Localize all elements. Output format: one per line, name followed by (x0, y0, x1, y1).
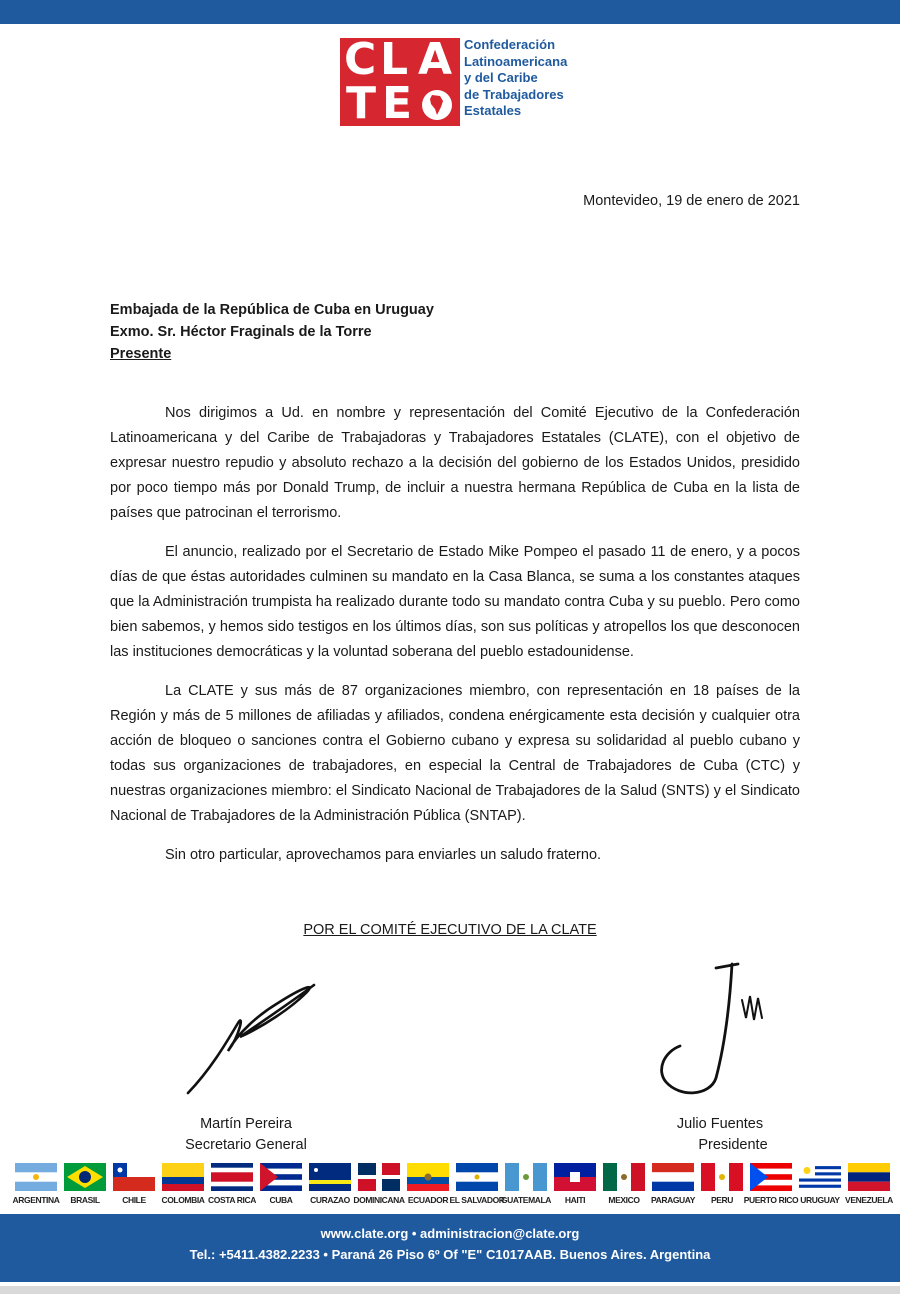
footer-contact: www.clate.org • administracion@clate.org (320, 1226, 580, 1241)
peru-flag (701, 1163, 743, 1191)
org-name-line: de Trabajadores (464, 86, 564, 102)
guatemala-flag (505, 1163, 547, 1191)
letter-date: Montevideo, 19 de enero de 2021 (583, 193, 800, 209)
globe-icon (420, 88, 454, 122)
cuba-flag (260, 1163, 302, 1191)
flag-label: CUBA (269, 1195, 293, 1205)
bottom-strip (0, 1286, 900, 1294)
mexico-flag (603, 1163, 645, 1191)
flag-label: BRASIL (70, 1195, 100, 1205)
footer-bar (0, 1214, 900, 1282)
venezuela-flag (848, 1163, 890, 1191)
puerto-rico-flag (750, 1163, 792, 1191)
uruguay-flag (799, 1163, 841, 1191)
flag-label: ARGENTINA (12, 1195, 60, 1205)
body-paragraph: Nos dirigimos a Ud. en nombre y representación del Comité Ejecutivo de la Confederación Latinoamericana y del Caribe de Trabajadoras y Trabajadores Estatales (CLATE), con el objetivo de expresar nuestro repudio y absoluto rechazo a la decisión del gobierno de los Estados Unidos, presidido por poco tiempo más por Donald Trump, de incluir a nuestra hermana República de Cuba en la lista de países que patrocinan el terrorismo. (110, 405, 800, 521)
recipient-line: Exmo. Sr. Héctor Fraginals de la Torre (110, 324, 372, 340)
recipient-line: Embajada de la República de Cuba en Uruguay (110, 302, 434, 318)
flag-label: COSTA RICA (208, 1195, 256, 1205)
org-name-line: Latinoamericana (464, 53, 568, 69)
logo-letter-e: E (382, 78, 413, 129)
curazao-flag (309, 1163, 351, 1191)
flag-label: PARAGUAY (650, 1195, 696, 1205)
flag-label: EL SALVADOR (449, 1195, 505, 1205)
flag-label: CHILE (122, 1195, 146, 1205)
flag-label: PERU (710, 1195, 734, 1205)
flag-label: MEXICO (608, 1195, 640, 1205)
flag-label: URUGUAY (800, 1195, 840, 1205)
org-name-line: Confederación (464, 37, 556, 52)
body-paragraph: Sin otro particular, aprovechamos para enviarles un saludo fraterno. (165, 847, 602, 863)
logo-letter-a: A (418, 34, 453, 85)
signer-role: Presidente (698, 1137, 768, 1153)
el-salvador-flag (456, 1163, 498, 1191)
flag-label: HAITI (564, 1195, 586, 1205)
signer-role: Secretario General (185, 1137, 307, 1153)
signer-fuentes (640, 1114, 800, 1156)
logo-letter-t: T (346, 78, 377, 129)
brasil-flag (64, 1163, 106, 1191)
flag-label: PUERTO RICO (743, 1195, 799, 1205)
recipient-line: Presente (110, 346, 172, 362)
signature-pereira (180, 975, 325, 1100)
signer-pereira (156, 1114, 336, 1156)
flag-label: VENEZUELA (845, 1195, 893, 1205)
org-name (464, 37, 584, 120)
signer-name: Martín Pereira (200, 1116, 292, 1132)
recipient-block (110, 299, 434, 365)
flag-label: CURAZAO (310, 1195, 350, 1205)
body-paragraph: La CLATE y sus más de 87 organizaciones miembro, con representación en 18 países de la Región y más de 5 millones de afiliadas y afiliados, condena enérgicamente esta decisión y cualquier otra acción de bloqueo o sanciones contra el Gobierno cubano y expresa su solidaridad al pueblo cubano y todas sus organizaciones de trabajadores, en especial la Central de Trabajadores de Cuba (CTC) y nuestras organizaciones miembro: el Sindicato Nacional de Trabajadores de la Salud (SNTS) y el Sindicato Nacional de Trabajadores de la Administración Pública (SNTAP). (110, 683, 800, 824)
colombia-flag (162, 1163, 204, 1191)
org-name-line: Estatales (464, 103, 522, 119)
top-header-bar (0, 0, 900, 24)
flag-label: COLOMBIA (161, 1195, 205, 1205)
clate-logo (340, 34, 460, 129)
signer-name: Julio Fuentes (676, 1116, 764, 1132)
footer-address: Tel.: +5411.4382.2233 • Paraná 26 Piso 6º Of "E" C1017AAB. Buenos Aires. Argentina (189, 1247, 711, 1262)
flag-label: DOMINICANA (353, 1195, 405, 1205)
chile-flag (113, 1163, 155, 1191)
flag-label: GUATEMALA (500, 1195, 552, 1205)
logo-letter-c: C (344, 34, 377, 85)
ecuador-flag (407, 1163, 449, 1191)
logo-letter-l: L (380, 34, 409, 85)
costa-rica-flag (211, 1163, 253, 1191)
committee-heading: POR EL COMITÉ EJECUTIVO DE LA CLATE (303, 922, 597, 938)
body-paragraph: El anuncio, realizado por el Secretario de Estado Mike Pompeo el pasado 11 de enero, y a pocos días de que éstas autoridades culminen su mandato en la Casa Blanca, se suma a los constantes ataques que la Administración trumpista ha realizado durante todo su mandato contra Cuba y su pueblo. Pero como bien sabemos, y hemos sido testigos en los últimos días, son sus políticas y atropellos los que desconocen las instituciones democráticas y la voluntad soberana del pueblo estadounidense. (110, 544, 800, 660)
argentina-flag (15, 1163, 57, 1191)
letter-body (110, 401, 800, 882)
dominicana-flag (358, 1163, 400, 1191)
paraguay-flag (652, 1163, 694, 1191)
org-name-line: y del Caribe (464, 70, 538, 86)
member-flags-row (0, 1163, 900, 1209)
flag-label: ECUADOR (407, 1195, 449, 1205)
signature-fuentes (650, 960, 775, 1100)
haiti-flag (554, 1163, 596, 1191)
